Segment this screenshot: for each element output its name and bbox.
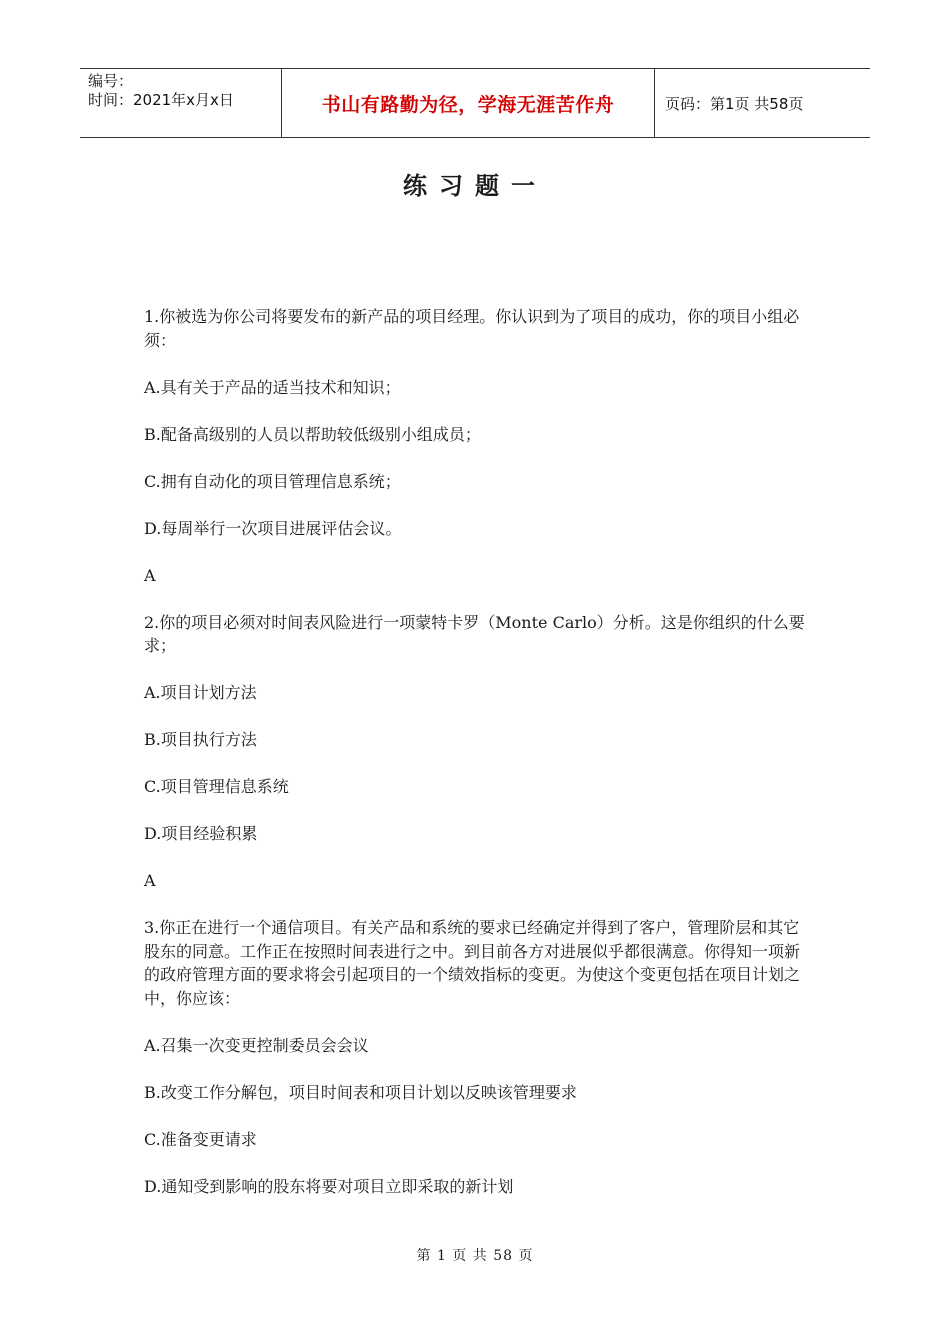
document-body [144,305,814,1222]
question-3-option-d: D.通知受到影响的股东将要对项目立即采取的新计划 [144,1176,514,1196]
header-motto: 书山有路勤为径，学海无涯苦作舟 [281,69,655,137]
page-footer: 第 1 页 共 58 页 [416,1248,534,1264]
question-3-option-a: A.召集一次变更控制委员会会议 [144,1035,369,1055]
question-2-option-b: B.项目执行方法 [144,730,257,749]
question-2-answer: A [144,871,156,890]
question-2-option-c: C.项目管理信息系统 [144,777,289,796]
question-3-option-c: C.准备变更请求 [144,1129,257,1149]
question-1-option-c: C.拥有自动化的项目管理信息系统； [144,471,401,491]
question-3-stem: 3.你正在进行一个通信项目。有关产品和系统的要求已经确定并得到了客户，管理阶层和其它股东的同意。工作正在按照时间表进行之中。到目前各方对进展似乎都很满意。你得知一项新的政府管理方面的要求将会引起项目的一个绩效指标的变更。为使这个变更包括在项目计划之中，你应该： [144,918,801,1008]
question-1-stem: 1.你被选为你公司将要发布的新产品的项目经理。你认识到为了项目的成功，你的项目小组必须： [144,307,800,350]
question-2-stem: 2.你的项目必须对时间表风险进行一项蒙特卡罗（Monte Carlo）分析。这是你组织的什么要求； [144,612,805,655]
page-title: 练习题一 [403,172,547,200]
question-3-option-b: B.改变工作分解包，项目时间表和项目计划以反映该管理要求 [144,1082,577,1102]
question-1-option-a: A.具有关于产品的适当技术和知识； [144,377,401,397]
header-meta [80,69,281,137]
header-time-label: 时间：2021年x月x日 [88,91,234,109]
question-1-option-d: D.每周举行一次项目进展评估会议。 [144,518,402,538]
question-2-option-a: A.项目计划方法 [144,683,257,702]
header-number-label: 编号： [88,72,134,90]
question-1-answer: A [144,565,156,585]
page-header [80,68,870,138]
header-page-info: 页码：第1页 共58页 [665,94,804,113]
question-2-option-d: D.项目经验积累 [144,824,258,843]
question-1-option-b: B.配备高级别的人员以帮助较低级别小组成员； [144,424,481,444]
